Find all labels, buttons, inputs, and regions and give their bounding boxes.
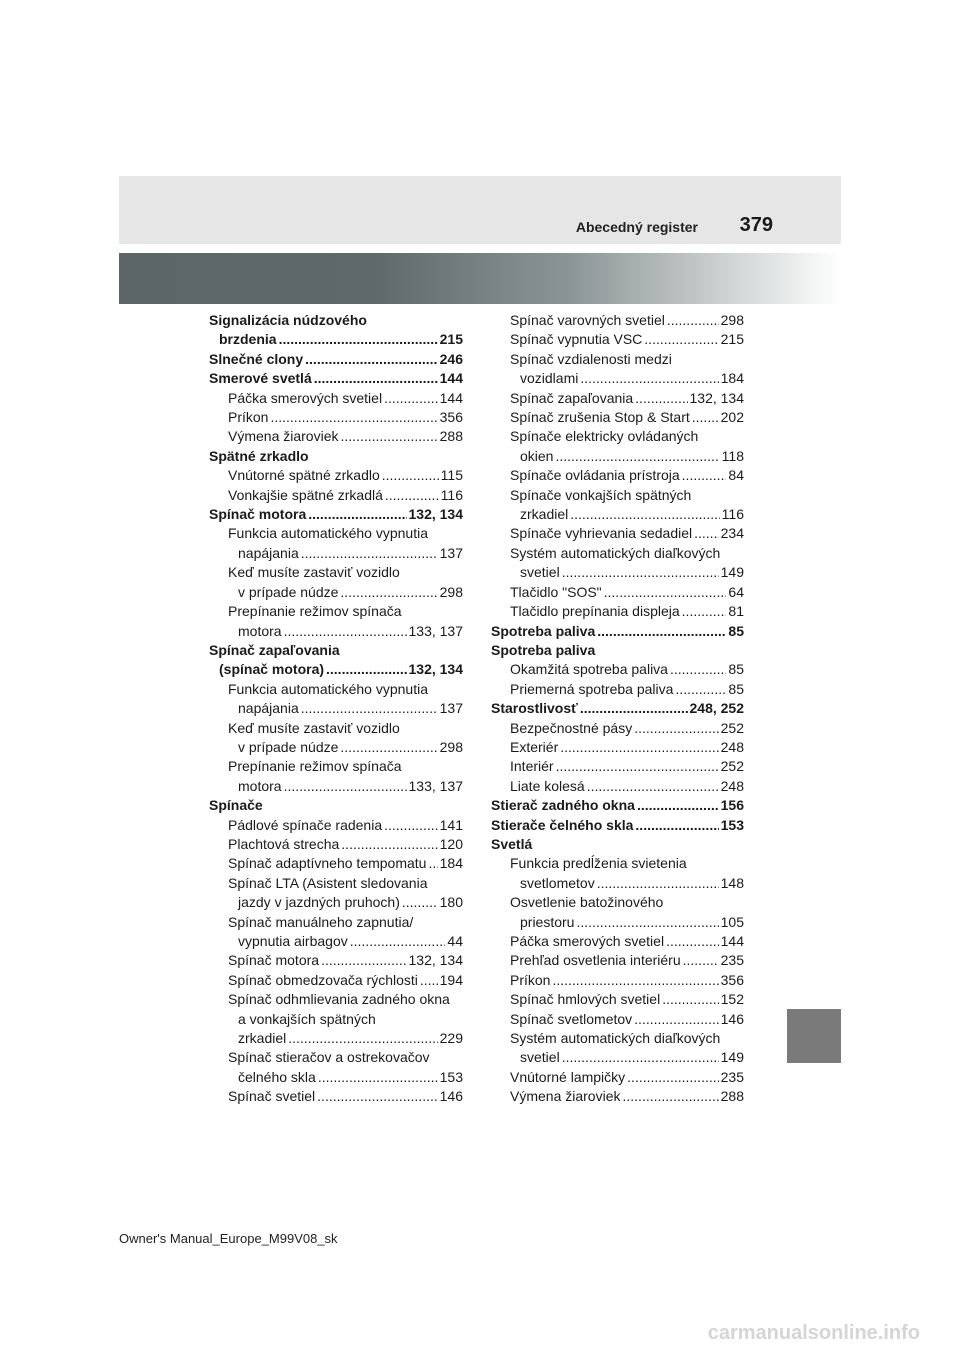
entry-text: Vnútorné spätné zrkadlo <box>228 467 380 484</box>
entry-text: Spínač stieračov a ostrekovačov <box>228 1049 430 1066</box>
entry-text: brzdenia <box>219 331 277 348</box>
entry-text: Spotreba paliva <box>491 622 596 639</box>
index-entry <box>491 1029 744 1068</box>
dot-leader <box>321 951 406 970</box>
dot-leader <box>560 738 718 757</box>
index-entry <box>491 777 744 796</box>
index-entry <box>491 719 744 738</box>
entry-text: svetlometov <box>520 874 595 891</box>
index-entry <box>491 990 744 1009</box>
page-reference: 144 <box>720 933 744 949</box>
index-entry <box>491 350 744 389</box>
page-reference: 146 <box>720 1010 744 1027</box>
index-column-left <box>209 311 463 1107</box>
dot-leader <box>587 777 719 796</box>
entry-text: Smerové svetlá <box>209 370 312 387</box>
index-entry <box>209 486 463 505</box>
dot-leader <box>428 854 437 873</box>
dot-leader <box>580 369 718 388</box>
page-reference: 115 <box>440 467 463 484</box>
entry-text: Tlačidlo "SOS" <box>510 583 602 600</box>
dot-leader <box>382 466 439 485</box>
dot-leader <box>634 719 718 738</box>
page-reference: 132, 134 <box>408 506 463 523</box>
dot-leader <box>279 330 438 349</box>
entry-text: svetiel <box>520 564 560 581</box>
index-entry <box>209 874 463 913</box>
entry-text: Priemerná spotreba paliva <box>510 680 674 697</box>
footer-text: Owner's Manual_Europe_M99V08_sk <box>119 1231 338 1246</box>
page-reference: 81 <box>728 603 744 620</box>
dot-leader <box>326 660 406 679</box>
page-reference: 229 <box>439 1030 463 1047</box>
section-title: Abecedný register <box>575 219 698 235</box>
page-reference: 252 <box>720 758 744 775</box>
page-reference: 246 <box>439 350 463 367</box>
dot-leader <box>341 427 438 446</box>
entry-text: napájania <box>238 544 299 561</box>
dot-leader <box>627 1068 718 1087</box>
index-column-right <box>491 311 744 1107</box>
dot-leader <box>692 408 719 427</box>
index-entry <box>491 951 744 970</box>
index-entry <box>209 427 463 446</box>
index-entry <box>491 466 744 485</box>
page-reference: 235 <box>720 952 744 969</box>
index-entry <box>209 505 463 524</box>
entry-text: Exteriér <box>510 738 559 755</box>
entry-text: Spätné zrkadlo <box>209 447 309 464</box>
page-reference: 215 <box>720 331 744 348</box>
index-entry <box>491 622 744 641</box>
index-entry <box>491 932 744 951</box>
page-reference: 144 <box>439 389 463 406</box>
page-reference: 116 <box>721 506 744 523</box>
entry-text: Spínač varovných svetiel <box>510 312 665 328</box>
entry-text: Príkon <box>510 971 551 988</box>
dot-leader <box>556 757 719 776</box>
entry-text: Páčka smerových svetiel <box>228 389 383 406</box>
index-entry <box>491 427 744 466</box>
entry-text: Príkon <box>228 409 269 426</box>
page-reference: 118 <box>721 447 744 464</box>
page-reference: 235 <box>720 1068 744 1085</box>
dot-leader <box>562 1048 719 1067</box>
entry-text: Prehľad osvetlenia interiéru <box>510 952 681 969</box>
page-reference: 288 <box>439 428 463 445</box>
index-entry <box>491 389 744 408</box>
dot-leader <box>662 990 718 1009</box>
dot-leader <box>666 932 719 951</box>
entry-text: motora <box>238 622 282 639</box>
page-reference: 44 <box>447 933 463 949</box>
page-reference: 149 <box>720 564 744 581</box>
page-reference: 153 <box>439 1068 463 1085</box>
index-entry <box>209 563 463 602</box>
entry-text: okien <box>520 447 554 464</box>
entry-text: Plachtová strecha <box>228 835 340 852</box>
entry-text: v prípade núdze <box>238 583 339 600</box>
page-reference: 356 <box>720 971 744 988</box>
entry-text: Spínač zrušenia Stop & Start <box>510 409 690 426</box>
dot-leader <box>580 699 688 718</box>
entry-text: Spínač motora <box>209 506 307 523</box>
entry-text: jazdy v jazdných pruhoch) <box>238 894 400 911</box>
index-entry <box>209 350 463 369</box>
entry-text: Spínač manuálneho zapnutia/ <box>228 913 414 930</box>
dot-leader <box>385 486 439 505</box>
page-number: 379 <box>739 214 773 236</box>
dot-leader <box>284 777 407 796</box>
index-entry <box>491 486 744 525</box>
dot-leader <box>341 835 437 854</box>
entry-text: Spínače vonkajších spätných <box>510 486 692 503</box>
page-reference: 137 <box>439 700 463 717</box>
page-reference: 194 <box>439 971 463 988</box>
entry-text: Spínač zapaľovania <box>510 389 634 406</box>
dot-leader <box>562 563 719 582</box>
header-gradient-bar <box>119 253 841 304</box>
dot-leader <box>318 1068 438 1087</box>
page-reference: 137 <box>439 544 463 561</box>
dot-leader <box>384 389 438 408</box>
entry-text: Interiér <box>510 758 554 775</box>
entry-text: Stierače čelného skla <box>491 816 634 833</box>
header-band <box>119 176 841 244</box>
index-entry <box>491 408 744 427</box>
dot-leader <box>694 524 719 543</box>
entry-text: Funkcia automatického vypnutia <box>228 525 428 542</box>
index-entry <box>491 835 744 854</box>
page-reference: 64 <box>728 583 744 600</box>
index-entry <box>491 583 744 602</box>
dot-leader <box>314 369 438 388</box>
dot-leader <box>270 408 437 427</box>
page-reference: 248 <box>720 777 744 794</box>
dot-leader <box>576 913 718 932</box>
dot-leader <box>317 1087 437 1106</box>
page-reference: 248, 252 <box>689 700 744 717</box>
page-reference: 105 <box>720 913 744 930</box>
entry-text: vozidlami <box>520 370 579 387</box>
entry-text: čelného skla <box>238 1068 316 1085</box>
page-reference: 148 <box>720 874 744 891</box>
index-entry <box>209 796 463 815</box>
page-reference: 116 <box>440 486 463 503</box>
index-entry <box>491 854 744 893</box>
dot-leader <box>667 311 719 330</box>
index-entry <box>209 951 463 970</box>
entry-text: Pádlové spínače radenia <box>228 816 383 833</box>
page-reference: 152 <box>720 991 744 1008</box>
entry-text: Spínač vypnutia VSC <box>510 331 643 348</box>
entry-text: Vonkajšie spätné zrkadlá <box>228 486 383 503</box>
dot-leader <box>683 951 719 970</box>
chapter-tab <box>787 1009 841 1063</box>
entry-text: Systém automatických diaľkových <box>510 1030 721 1047</box>
dot-leader <box>675 680 726 699</box>
index-entry <box>491 602 744 621</box>
entry-text: priestoru <box>520 913 575 930</box>
index-entry <box>491 893 744 932</box>
entry-text: Keď musíte zastaviť vozidlo <box>228 719 400 736</box>
entry-text: zrkadiel <box>520 506 569 523</box>
index-entry <box>491 1010 744 1029</box>
index-entry <box>491 757 744 776</box>
index-entry <box>209 447 463 466</box>
entry-text: Spínač vzdialenosti medzi <box>510 350 672 367</box>
dot-leader <box>340 583 437 602</box>
entry-text: Spínače <box>209 797 263 814</box>
dot-leader <box>288 1029 437 1048</box>
dot-leader <box>597 874 719 893</box>
entry-text: Okamžitá spotreba paliva <box>510 661 668 678</box>
page-reference: 85 <box>728 680 744 697</box>
entry-text: Tlačidlo prepínania displeja <box>510 603 680 620</box>
index-entry <box>209 835 463 854</box>
watermark: carmanualsonline.info <box>707 1322 920 1344</box>
index-entry <box>209 1087 463 1106</box>
index-entry <box>491 311 744 330</box>
page-reference: 202 <box>720 409 744 426</box>
entry-text: Páčka smerových svetiel <box>510 933 665 949</box>
entry-text: Spínač odhmlievania zadného okna <box>228 991 450 1008</box>
dot-leader <box>340 738 437 757</box>
index-entry <box>491 699 744 718</box>
entry-text: Vnútorné lampičky <box>510 1068 626 1085</box>
index-entry <box>209 602 463 641</box>
index-entry <box>209 524 463 563</box>
entry-text: Spínač zapaľovania <box>209 641 340 658</box>
index-entry <box>209 854 463 873</box>
dot-leader <box>350 932 446 951</box>
index-entry <box>491 1087 744 1106</box>
entry-text: a vonkajších spätných <box>238 1010 376 1027</box>
dot-leader <box>635 389 687 408</box>
entry-text: Signalizácia núdzového <box>209 312 367 328</box>
page-reference: 153 <box>720 816 744 833</box>
entry-text: Svetlá <box>491 835 533 852</box>
page-reference: 133, 137 <box>408 622 463 639</box>
page-reference: 215 <box>439 331 463 348</box>
entry-text: Výmena žiaroviek <box>510 1088 621 1105</box>
entry-text: Keď musíte zastaviť vozidlo <box>228 564 400 581</box>
entry-text: Funkcia predĺženia svietenia <box>510 855 687 872</box>
dot-leader <box>305 350 437 369</box>
dot-leader <box>308 505 406 524</box>
entry-text: Spínač obmedzovača rýchlosti <box>228 971 418 988</box>
index-entry <box>209 389 463 408</box>
entry-text: (spínač motora) <box>219 661 325 678</box>
dot-leader <box>635 816 718 835</box>
page-reference: 298 <box>439 738 463 755</box>
index-entry <box>209 971 463 990</box>
entry-text: Spínač svetlometov <box>510 1010 633 1027</box>
index-entry <box>209 311 463 350</box>
page-reference: 356 <box>439 409 463 426</box>
index-entry <box>209 757 463 796</box>
entry-text: Spínače vyhrievania sedadiel <box>510 525 693 542</box>
entry-text: Stierač zadného okna <box>491 797 635 814</box>
index-entry <box>491 524 744 543</box>
index-entry <box>491 680 744 699</box>
page-reference: 146 <box>439 1088 463 1105</box>
page-reference: 288 <box>720 1088 744 1105</box>
entry-text: Výmena žiaroviek <box>228 428 339 445</box>
index-entry <box>209 1048 463 1087</box>
index-entry <box>491 544 744 583</box>
entry-text: Bezpečnostné pásy <box>510 719 633 736</box>
page-reference: 141 <box>439 816 463 833</box>
dot-leader <box>644 330 718 349</box>
index-entry <box>209 641 463 680</box>
page-reference: 298 <box>439 583 463 600</box>
index-entry <box>209 990 463 1048</box>
index-entry <box>491 641 744 660</box>
index-entry <box>209 369 463 388</box>
index-entry <box>209 816 463 835</box>
page-reference: 132, 134 <box>408 661 463 678</box>
entry-text: Prepínanie režimov spínača <box>228 758 402 775</box>
dot-leader <box>682 466 727 485</box>
index-entry <box>209 408 463 427</box>
dot-leader <box>670 660 726 679</box>
entry-text: v prípade núdze <box>238 738 339 755</box>
entry-text: napájania <box>238 700 299 717</box>
dot-leader <box>682 602 727 621</box>
page-reference: 132, 134 <box>408 952 463 969</box>
index-entry <box>491 971 744 990</box>
entry-text: Systém automatických diaľkových <box>510 544 721 561</box>
entry-text: Spínač motora <box>228 952 320 969</box>
dot-leader <box>623 1087 719 1106</box>
entry-text: Spínače ovládania prístroja <box>510 467 680 484</box>
page-reference: 248 <box>720 738 744 755</box>
entry-text: zrkadiel <box>238 1030 287 1047</box>
page-reference: 133, 137 <box>408 777 463 794</box>
entry-text: Slnečné clony <box>209 350 304 367</box>
index-entry <box>491 738 744 757</box>
entry-text: Prepínanie režimov spínača <box>228 603 402 620</box>
dot-leader <box>552 971 718 990</box>
index-entry <box>491 796 744 815</box>
page-reference: 184 <box>720 370 744 387</box>
entry-text: vypnutia airbagov <box>238 933 348 949</box>
dot-leader <box>301 544 438 563</box>
page-reference: 156 <box>720 797 744 814</box>
page-reference: 184 <box>439 855 463 872</box>
entry-text: Funkcia automatického vypnutia <box>228 680 428 697</box>
entry-text: svetiel <box>520 1049 560 1066</box>
page-reference: 84 <box>728 467 744 484</box>
entry-text: Spínač hmlových svetiel <box>510 991 661 1008</box>
page-reference: 234 <box>720 525 744 542</box>
index-entry <box>491 330 744 349</box>
entry-text: motora <box>238 777 282 794</box>
entry-text: Spínače elektricky ovládaných <box>510 428 699 445</box>
dot-leader <box>384 816 438 835</box>
dot-leader <box>570 505 719 524</box>
dot-leader <box>402 893 438 912</box>
dot-leader <box>604 583 727 602</box>
index-entry <box>209 680 463 719</box>
page-reference: 149 <box>720 1049 744 1066</box>
page-reference: 120 <box>439 835 463 852</box>
entry-text: Spínač LTA (Asistent sledovania <box>228 874 428 891</box>
index-entry <box>209 719 463 758</box>
page-reference: 144 <box>439 370 463 387</box>
page-reference: 85 <box>728 661 744 678</box>
page-reference: 132, 134 <box>689 389 744 406</box>
index-entry <box>209 466 463 485</box>
index-entry <box>491 660 744 679</box>
dot-leader <box>637 796 719 815</box>
dot-leader <box>555 447 719 466</box>
entry-text: Spínač svetiel <box>228 1088 316 1105</box>
dot-leader <box>301 699 438 718</box>
page-reference: 85 <box>728 622 744 639</box>
index-entry <box>491 1068 744 1087</box>
entry-text: Osvetlenie batožinového <box>510 894 664 911</box>
entry-text: Spínač adaptívneho tempomatu <box>228 855 427 872</box>
index-entry <box>491 816 744 835</box>
dot-leader <box>420 971 438 990</box>
page-reference: 298 <box>720 312 744 328</box>
entry-text: Liate kolesá <box>510 777 585 794</box>
entry-text: Spotreba paliva <box>491 641 596 658</box>
dot-leader <box>634 1010 718 1029</box>
entry-text: Starostlivosť <box>491 700 578 717</box>
dot-leader <box>284 622 407 641</box>
page-reference: 180 <box>439 894 463 911</box>
index-entry <box>209 913 463 952</box>
page-reference: 252 <box>720 719 744 736</box>
dot-leader <box>597 622 726 641</box>
